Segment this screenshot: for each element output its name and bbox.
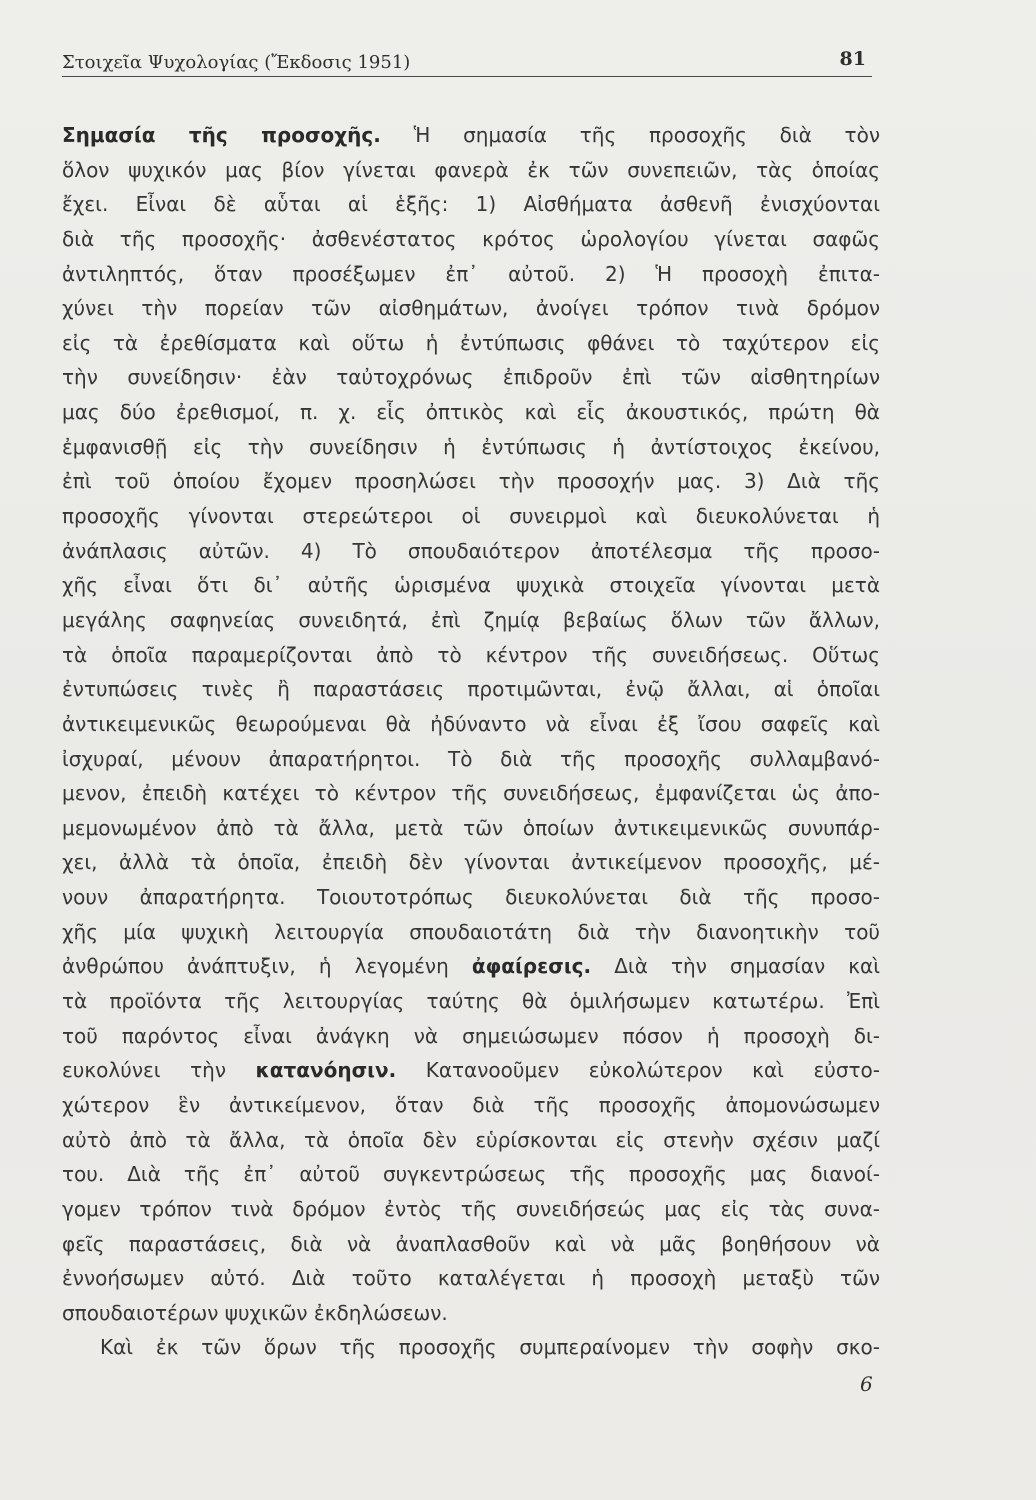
- text-line: [62, 949, 880, 984]
- text-run: τὴν συνείδησιν· ἐὰν ταὐτοχρόνως ἐπιδροῦν ἐπὶ τῶν αἰσθητηρίων: [62, 365, 880, 390]
- running-header: [62, 46, 872, 77]
- text-run: τὰ ὁποῖα παραμερίζονται ἀπὸ τὸ κέντρον τῆς συνειδήσεως. Οὕτως: [62, 642, 880, 667]
- text-run: ἐπὶ τοῦ ὁποίου ἔχομεν προσηλώσει τὴν προσοχήν μας. 3) Διὰ τῆς: [62, 469, 880, 494]
- text-line: [62, 1157, 880, 1192]
- text-run: μεγάλης σαφηνείας συνειδητά, ἐπὶ ζημίᾳ βεβαίως ὅλων τῶν ἄλλων,: [62, 607, 880, 632]
- text-line: [62, 534, 880, 569]
- text-line: [62, 291, 880, 326]
- text-line: [62, 360, 880, 395]
- text-line: [62, 1088, 880, 1123]
- text-line: [62, 776, 880, 811]
- text-line: [62, 499, 880, 534]
- text-run: χῆς εἶναι ὅτι δι᾽ αὐτῆς ὡρισμένα ψυχικὰ στοιχεῖα γίνονται μετὰ: [62, 573, 880, 598]
- text-line: [62, 984, 880, 1019]
- text-line: [62, 811, 880, 846]
- text-run: χώτερον ἓν ἀντικείμενον, ὅταν διὰ τῆς προσοχῆς ἀπομονώσωμεν: [62, 1092, 880, 1117]
- text-run: αὐτὸ ἀπὸ τὰ ἄλλα, τὰ ὁποῖα δὲν εὑρίσκονται εἰς στενὴν σχέσιν μαζί: [62, 1127, 880, 1152]
- text-line: [62, 395, 880, 430]
- paragraph: [62, 118, 880, 1330]
- text-line: [62, 1192, 880, 1227]
- text-run: διὰ τῆς προσοχῆς· ἀσθενέστατος κρότος ὡρολογίου γίνεται σαφῶς: [62, 226, 880, 251]
- text-run: φεῖς παραστάσεις, διὰ νὰ ἀναπλασθοῦν καὶ νὰ μᾶς βοηθήσουν νὰ: [62, 1231, 880, 1256]
- text-run: εἰς τὰ ἐρεθίσματα καὶ οὕτω ἡ ἐντύπωσις φθάνει τὸ ταχύτερον εἰς: [62, 330, 880, 355]
- text-line: [62, 707, 880, 742]
- text-line: [62, 1227, 880, 1262]
- bold-term: κατανόησιν.: [255, 1058, 397, 1083]
- text-run: ἀνάπλασις αὐτῶν. 4) Τὸ σπουδαιότερον ἀποτέλεσμα τῆς προσο-: [62, 538, 880, 563]
- text-line: [62, 568, 880, 603]
- text-run: χῆς μία ψυχικὴ λειτουργία σπουδαιοτάτη διὰ τὴν διανοητικὴν τοῦ: [62, 919, 880, 944]
- text-run: ἀντιληπτός, ὅταν προσέξωμεν ἐπ᾽ αὐτοῦ. 2) Ἡ προσοχὴ ἐπιτα-: [62, 261, 880, 286]
- text-line: [62, 1019, 880, 1054]
- text-run: ἔχει. Εἶναι δὲ αὗται αἱ ἑξῆς: 1) Αἰσθήματα ἀσθενῆ ἐνισχύονται: [62, 192, 880, 217]
- text-run: γομεν τρόπον τινὰ δρόμον ἐντὸς τῆς συνειδήσεώς μας εἰς τὰς συνα-: [62, 1196, 880, 1221]
- text-run: τοῦ παρόντος εἶναι ἀνάγκη νὰ σημειώσωμεν πόσον ἡ προσοχὴ δι-: [62, 1023, 880, 1048]
- text-run: ἀντικειμενικῶς θεωρούμεναι θὰ ἠδύναντο νὰ εἶναι ἐξ ἴσου σαφεῖς καὶ: [62, 711, 880, 736]
- text-line: [62, 257, 880, 292]
- text-line: [62, 845, 880, 880]
- text-line: [62, 1261, 880, 1296]
- text-line: [62, 118, 880, 153]
- text-line: [62, 326, 880, 361]
- text-line: [62, 153, 880, 188]
- text-run: τὰ προϊόντα τῆς λειτουργίας ταύτης θὰ ὁμιλήσωμεν κατωτέρω. Ἐπὶ: [62, 989, 880, 1014]
- text-line: [62, 672, 880, 707]
- text-run: Κατανοοῦμεν εὐκολώτερον καὶ εὐστο-: [396, 1058, 880, 1083]
- text-run: ἐννοήσωμεν αὐτό. Διὰ τοῦτο καταλέγεται ἡ προσοχὴ μεταξὺ τῶν: [62, 1266, 880, 1291]
- text-run: Διὰ τὴν σημασίαν καὶ: [591, 954, 880, 979]
- text-line: [62, 187, 880, 222]
- signature-mark: 6: [860, 1372, 873, 1396]
- text-line: [62, 638, 880, 673]
- text-run: μας δύο ἐρεθισμοί, π. χ. εἷς ὀπτικὸς καὶ εἷς ἀκουστικός, πρώτη θὰ: [62, 400, 880, 425]
- text-line: [62, 464, 880, 499]
- text-run: ὅλον ψυχικόν μας βίον γίνεται φανερὰ ἐκ τῶν συνεπειῶν, τὰς ὁποίας: [62, 157, 880, 182]
- text-run: χει, ἀλλὰ τὰ ὁποῖα, ἐπειδὴ δὲν γίνονται ἀντικείμενον προσοχῆς, μέ-: [62, 850, 880, 875]
- text-line: [62, 1123, 880, 1158]
- body-text: [62, 118, 880, 1365]
- text-line: [62, 915, 880, 950]
- text-line: [62, 1296, 880, 1331]
- bold-term: Σημασία τῆς προσοχῆς.: [62, 123, 381, 147]
- text-run: ἰσχυραί, μένουν ἀπαρατήρητοι. Τὸ διὰ τῆς προσοχῆς συλλαμβανό-: [62, 746, 880, 771]
- text-run: προσοχῆς γίνονται στερεώτεροι οἱ συνειρμοὶ καὶ διευκολύνεται ἡ: [62, 504, 880, 529]
- text-run: ευκολύνει τὴν: [62, 1058, 256, 1083]
- running-title: Στοιχεῖα Ψυχολογίας (Ἔκδοσις 1951): [62, 52, 411, 73]
- text-run: ἐντυπώσεις τινὲς ἢ παραστάσεις προτιμῶνται, ἐνῷ ἄλλαι, αἱ ὁποῖαι: [62, 677, 880, 702]
- text-line: [62, 222, 880, 257]
- text-run: σπουδαιοτέρων ψυχικῶν ἐκδηλώσεων.: [62, 1300, 448, 1325]
- text-line: [62, 603, 880, 638]
- text-run: του. Διὰ τῆς ἐπ᾽ αὐτοῦ συγκεντρώσεως τῆς προσοχῆς μας διανοί-: [62, 1162, 880, 1187]
- text-line: [62, 430, 880, 465]
- text-run: μεμονωμένον ἀπὸ τὰ ἄλλα, μετὰ τῶν ὁποίων ἀντικειμενικῶς συνυπάρ-: [62, 815, 880, 840]
- bold-term: ἀφαίρεσις.: [471, 954, 592, 979]
- text-run: ἀνθρώπου ἀνάπτυξιν, ἡ λεγομένη: [62, 954, 472, 979]
- text-line: [62, 1053, 880, 1088]
- paragraph: [62, 1330, 880, 1365]
- text-line: [62, 880, 880, 915]
- text-run: Καὶ ἐκ τῶν ὅρων τῆς προσοχῆς συμπεραίνομεν τὴν σοφὴν σκο-: [100, 1335, 880, 1360]
- text-line: [62, 1330, 880, 1365]
- text-run: μενον, ἐπειδὴ κατέχει τὸ κέντρον τῆς συνειδήσεως, ἐμφανίζεται ὡς ἀπο-: [62, 781, 880, 806]
- text-run: νουν ἀπαρατήρητα. Τοιουτοτρόπως διευκολύνεται διὰ τῆς προσο-: [62, 885, 880, 910]
- text-run: ἐμφανισθῇ εἰς τὴν συνείδησιν ἡ ἐντύπωσις ἡ ἀντίστοιχος ἐκείνου,: [62, 434, 880, 459]
- text-run: χύνει τὴν πορείαν τῶν αἰσθημάτων, ἀνοίγει τρόπον τινὰ δρόμον: [62, 296, 880, 321]
- page-number: 81: [839, 48, 866, 70]
- text-run: Ἡ σημασία τῆς προσοχῆς διὰ τὸν: [380, 123, 880, 147]
- text-line: [62, 742, 880, 777]
